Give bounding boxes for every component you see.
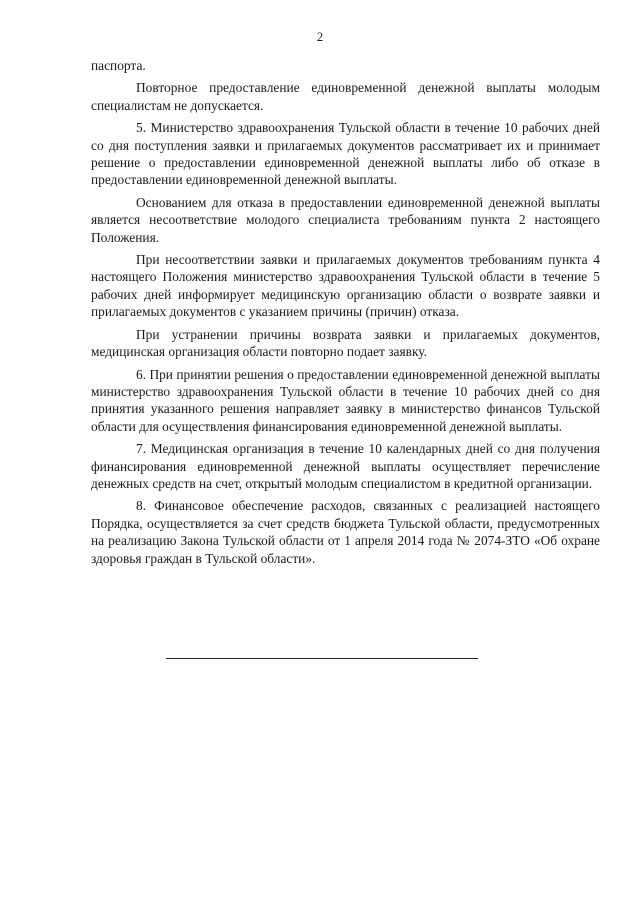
paragraph-item-8: 8. Финансовое обеспечение расходов, связанных с реализацией настоящего Порядка, осуществляется за счет средств бюджета Тульской области, предусмотренных на реализацию Закона Тульской области от 1 апреля 2014 года № 2074-ЗТО «Об охране здоровья граждан в Тульской области». <box>91 498 600 566</box>
paragraph-no-repeat: Повторное предоставление единовременной денежной выплаты молодым специалистам не допускается. <box>91 80 600 113</box>
paragraph-continuation: паспорта. <box>91 58 146 73</box>
paragraph-return-notice: При несоответствии заявки и прилагаемых документов требованиям пункта 4 настоящего Положения министерство здравоохранения Тульской области в течение 5 рабочих дней информирует медицинскую организацию области о возврате заявки и прилагаемых документов с указанием причины (причин) отказа. <box>91 252 600 320</box>
paragraph-item-5: 5. Министерство здравоохранения Тульской области в течение 10 рабочих дней со дня поступления заявки и прилагаемых документов рассматривает их и принимает решение о предоставлении единовременной денежной выплаты либо об отказе в предоставлении единовременной денежной выплаты. <box>91 120 600 188</box>
page-number: 2 <box>316 30 324 44</box>
paragraph-resubmission: При устранении причины возврата заявки и прилагаемых документов, медицинская организация области повторно подает заявку. <box>91 326 600 360</box>
document-body <box>91 57 600 572</box>
end-of-document-rule <box>166 658 478 659</box>
paragraph-item-7: 7. Медицинская организация в течение 10 календарных дней со дня получения финансирования единовременной денежной выплаты осуществляет перечисление денежных средств на счет, открытый молодым специалистом в кредитной организации. <box>91 441 600 491</box>
paragraph-refusal-grounds: Основанием для отказа в предоставлении единовременной денежной выплаты является несоответствие молодого специалиста требованиям пункта 2 настоящего Положения. <box>91 194 600 245</box>
paragraph-item-6: 6. При принятии решения о предоставлении единовременной денежной выплаты министерство здравоохранения Тульской области в течение 10 рабочих дней со дня принятия указанного решения направляет заявку в министерство финансов Тульской области для осуществления финансирования единовременной денежной выплаты. <box>91 366 600 434</box>
